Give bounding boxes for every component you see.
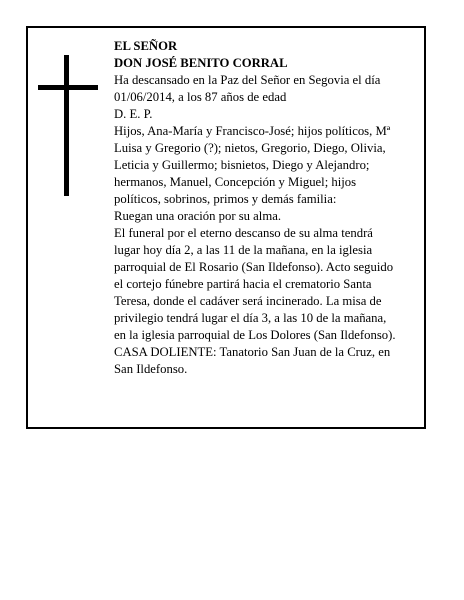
deceased-title: EL SEÑOR <box>114 39 178 53</box>
notice-line: lugar hoy día 2, a las 11 de la mañana, en la iglesia <box>114 243 373 257</box>
notice-line: políticos, sobrinos, primos y demás familia: <box>114 192 337 206</box>
cross-horizontal-bar <box>38 85 98 90</box>
cross-vertical-bar <box>64 55 69 196</box>
notice-text <box>114 38 424 378</box>
notice-line: Teresa, donde el cadáver será incinerado. La misa de <box>114 294 382 308</box>
notice-line: CASA DOLIENTE: Tanatorio San Juan de la Cruz, en <box>114 345 391 359</box>
notice-line: el cortejo fúnebre partirá hacia el crematorio Santa <box>114 277 372 291</box>
notice-line: Luisa y Gregorio (?); nietos, Gregorio, Diego, Olivia, <box>114 141 386 155</box>
deceased-name: DON JOSÉ BENITO CORRAL <box>114 56 288 70</box>
notice-line: D. E. P. <box>114 107 153 121</box>
notice-line: Ruegan una oración por su alma. <box>114 209 282 223</box>
notice-line: 01/06/2014, a los 87 años de edad <box>114 90 287 104</box>
notice-line: parroquial de El Rosario (San Ildefonso). Acto seguido <box>114 260 394 274</box>
notice-line: El funeral por el eterno descanso de su alma tendrá <box>114 226 373 240</box>
notice-line: hermanos, Manuel, Concepción y Miguel; hijos <box>114 175 357 189</box>
notice-line: Ha descansado en la Paz del Señor en Segovia el día <box>114 73 381 87</box>
cross-icon <box>38 55 98 196</box>
notice-line: privilegio tendrá lugar el día 3, a las 10 de la mañana, <box>114 311 387 325</box>
notice-line: San Ildefonso. <box>114 362 188 376</box>
notice-line: Leticia y Guillermo; bisnietos, Diego y Alejandro; <box>114 158 370 172</box>
notice-line: Hijos, Ana-María y Francisco-José; hijos políticos, Mª <box>114 124 391 138</box>
notice-line: en la iglesia parroquial de Los Dolores (San Ildefonso). <box>114 328 396 342</box>
